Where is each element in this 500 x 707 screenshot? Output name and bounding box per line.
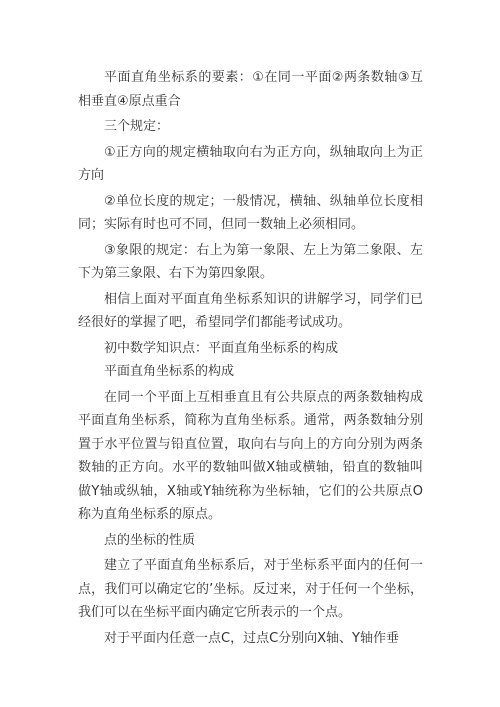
paragraph-three-rules: 三个规定： — [104, 119, 170, 134]
paragraph-rule-quadrant: ③象限的规定：右上为第一象限、左上为第二象限、左下为第三象限、右下为第四象限。 — [78, 242, 423, 281]
paragraph-point-properties: 建立了平面直角坐标系后，对于坐标系平面内的任何一点，我们可以确定它的’坐标。反过来，对于任何一个坐标，我们可以在坐标平面内确定它所表示的一个点。 — [78, 558, 423, 620]
document-body — [78, 66, 423, 652]
section-heading: 初中数学知识点：平面直角坐标系的构成 — [104, 340, 339, 356]
paragraph-point-c: 对于平面内任意一点C，过点C分别向X轴、Y轴作垂 — [104, 630, 400, 646]
paragraph-composition: 在同一个平面上互相垂直且有公共原点的两条数轴构成平面直角坐标系，简称为直角坐标系。通常，两条数轴分别置于水平位置与铅直位置，取向右与向上的方向分别为两条数轴的正方向。水平的数轴叫做X轴或横轴，铅直的数轴叫做Y轴或纵轴，X轴或Y轴统称为坐标轴，它们的公共原点O称为直角坐标系的原点。 — [78, 389, 423, 522]
subheading-point-properties: 点的坐标的性质 — [104, 532, 196, 548]
paragraph-closing: 相信上面对平面直角坐标系知识的讲解学习，同学们已经很好的掌握了吧，希望同学们都能考试成功。 — [78, 291, 423, 330]
subheading-composition: 平面直角坐标系的构成 — [104, 364, 235, 379]
paragraph-rule-unit: ②单位长度的规定；一般情况，横轴、纵轴单位长度相同；实际有时也可不同，但同一数轴上必须相同。 — [78, 193, 423, 232]
paragraph-elements: 平面直角坐标系的要素：①在同一平面②两条数轴③互相垂直④原点重合 — [78, 70, 423, 109]
paragraph-rule-direction: ①正方向的规定横轴取向右为正方向，纵轴取向上为正方向 — [78, 144, 423, 183]
